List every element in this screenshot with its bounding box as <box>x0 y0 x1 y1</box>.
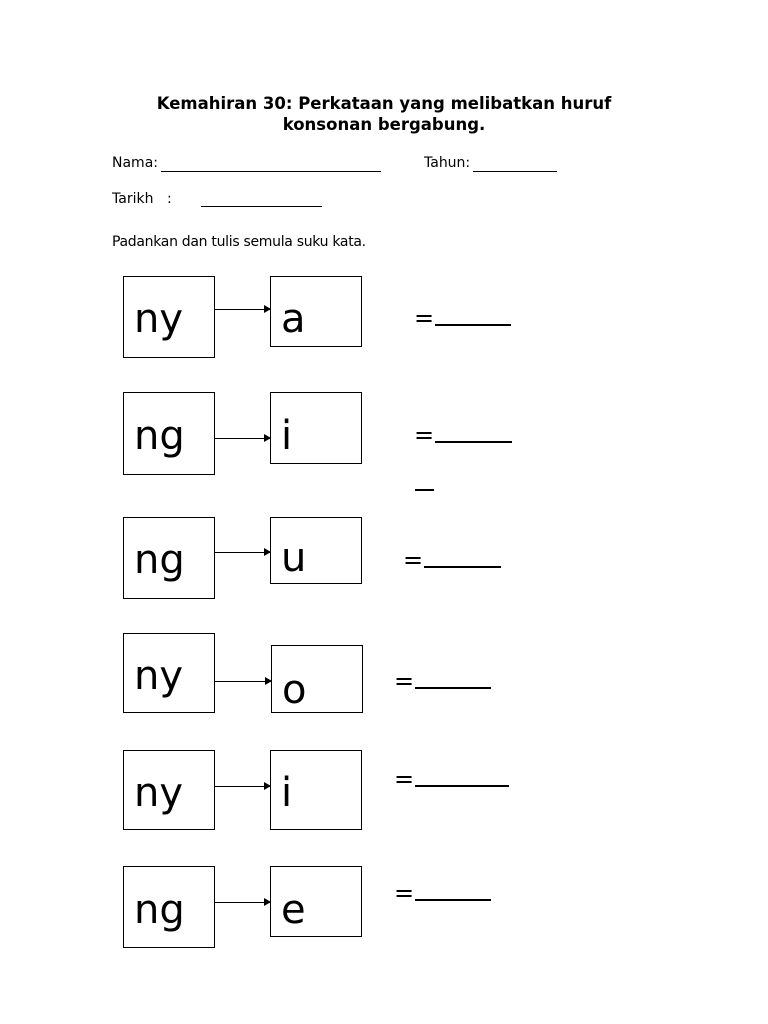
equals-sign: = <box>394 879 415 907</box>
vowel-box <box>270 392 362 464</box>
vowel-box <box>271 645 363 713</box>
answer-blank[interactable] <box>394 765 509 793</box>
consonant-text: ny <box>134 653 184 699</box>
arrow-icon <box>215 309 270 310</box>
answer-blank[interactable] <box>394 879 491 907</box>
title-line-2: konsonan bergabung. <box>282 115 486 134</box>
consonant-text: ng <box>134 537 185 583</box>
nama-input-line[interactable] <box>161 171 381 172</box>
consonant-text: ng <box>134 413 185 459</box>
consonant-box <box>123 517 215 599</box>
equals-sign: = <box>394 667 415 695</box>
vowel-text: e <box>281 887 306 933</box>
answer-blank[interactable] <box>414 304 511 332</box>
consonant-box <box>123 866 215 948</box>
answer-line[interactable] <box>435 324 511 326</box>
vowel-box <box>270 276 362 347</box>
vowel-box <box>270 517 362 584</box>
vowel-text: a <box>281 296 306 342</box>
vowel-text: i <box>281 413 293 459</box>
nama-label: Nama: <box>112 155 158 171</box>
tarikh-colon: : <box>167 191 172 207</box>
answer-line[interactable] <box>415 899 491 901</box>
answer-line[interactable] <box>415 785 509 787</box>
answer-line[interactable] <box>424 566 501 568</box>
arrow-icon <box>215 681 271 682</box>
consonant-text: ng <box>134 887 185 933</box>
vowel-box <box>270 750 362 830</box>
title-line-1: Kemahiran 30: Perkataan yang melibatkan huruf <box>156 94 612 113</box>
arrow-icon <box>215 786 270 787</box>
equals-sign: = <box>394 765 415 793</box>
equals-sign: = <box>403 546 424 574</box>
tarikh-label: Tarikh <box>112 191 154 207</box>
answer-line-continuation <box>415 489 434 491</box>
worksheet-title <box>100 93 668 135</box>
tahun-input-line[interactable] <box>473 171 557 172</box>
consonant-box <box>123 633 215 713</box>
answer-blank[interactable] <box>394 667 491 695</box>
arrow-icon <box>215 552 270 553</box>
answer-blank[interactable] <box>414 421 512 449</box>
vowel-text: i <box>281 770 293 816</box>
consonant-text: ny <box>134 296 184 342</box>
tahun-label: Tahun: <box>424 155 471 171</box>
answer-blank[interactable] <box>403 546 501 574</box>
answer-line[interactable] <box>415 687 491 689</box>
consonant-text: ny <box>134 770 184 816</box>
instruction-text: Padankan dan tulis semula suku kata. <box>112 234 366 250</box>
arrow-icon <box>215 438 270 439</box>
equals-sign: = <box>414 421 435 449</box>
consonant-box <box>123 750 215 830</box>
vowel-text: u <box>281 535 307 581</box>
vowel-box <box>270 866 362 937</box>
tarikh-input-line[interactable] <box>201 206 322 207</box>
equals-sign: = <box>414 304 435 332</box>
vowel-text: o <box>282 667 307 713</box>
answer-line[interactable] <box>435 441 512 443</box>
consonant-box <box>123 392 215 475</box>
arrow-icon <box>215 902 270 903</box>
consonant-box <box>123 276 215 358</box>
